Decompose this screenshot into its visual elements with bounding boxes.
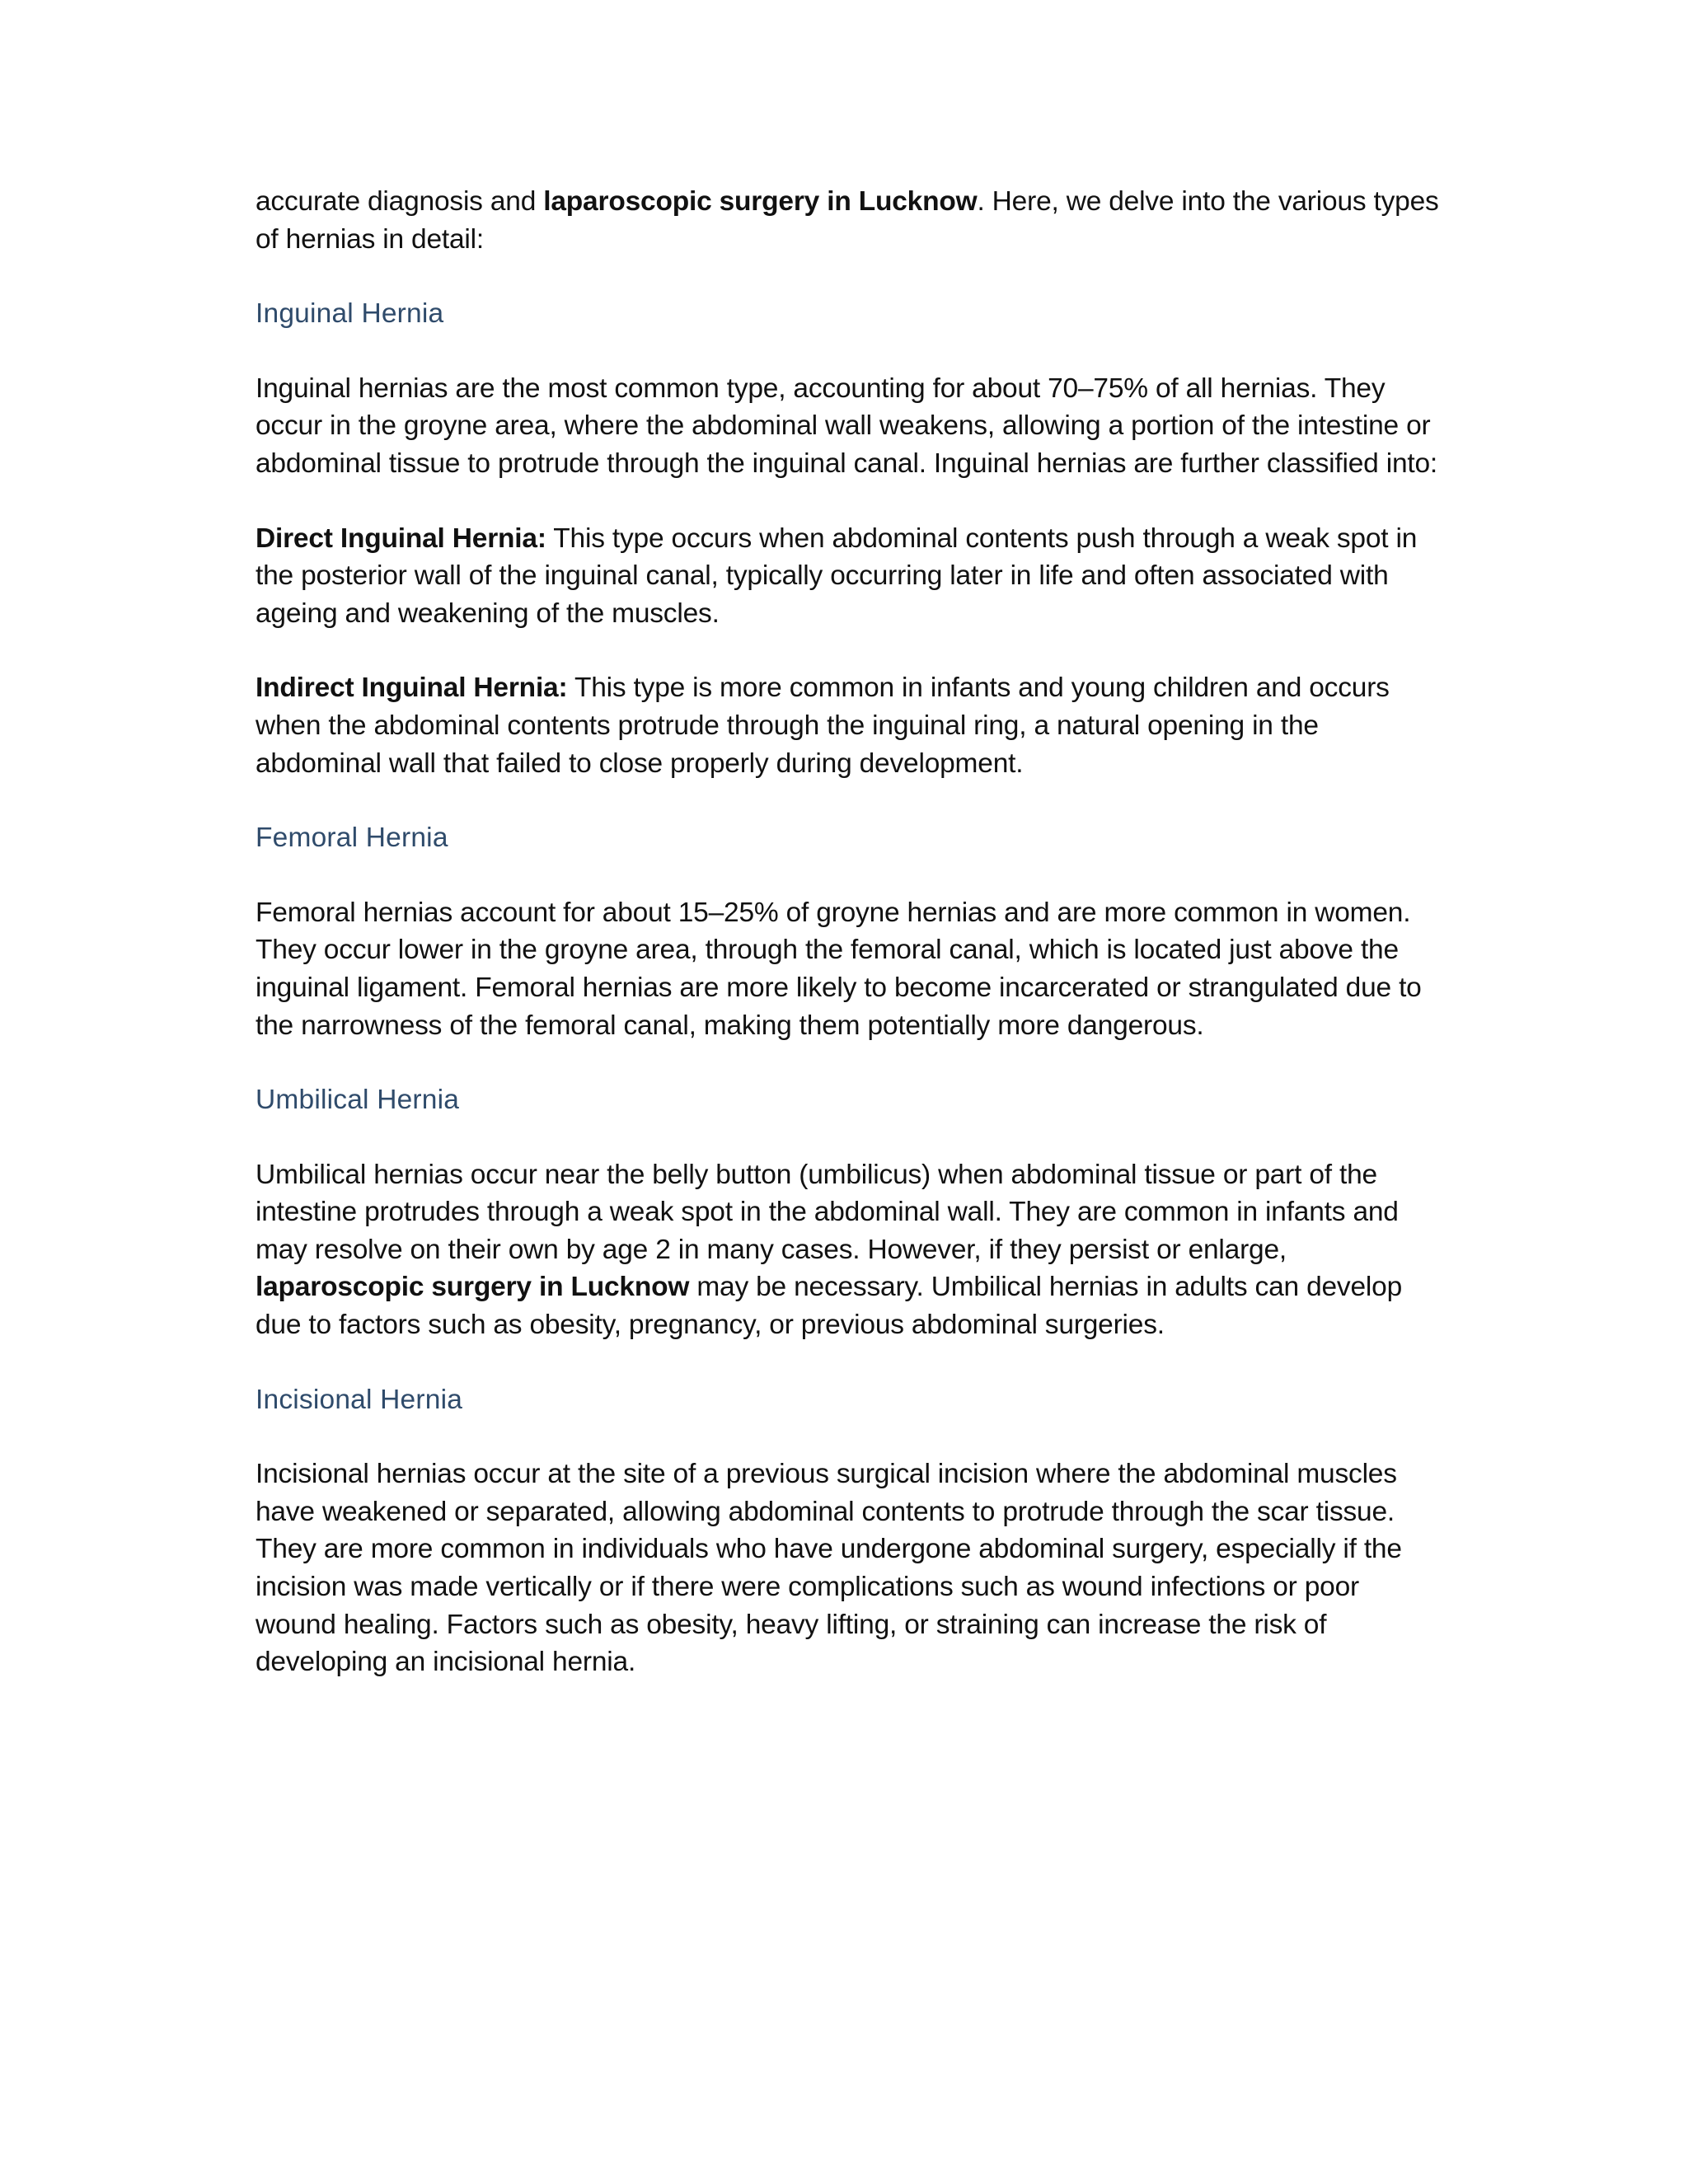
- spacer: [256, 1119, 1442, 1156]
- femoral-paragraph: Femoral hernias account for about 15–25% of groyne hernias and are more common in women. They occur lower in the groyne area, through the femoral canal, which is located just above the inguinal ligament. Femoral hernias are more likely to become incarcerated or strangulated due to the narrowness of the femoral canal, making them potentially more dangerous.: [256, 897, 1422, 1041]
- indirect-inguinal-text: This type is more common in infants and young children and occurs when the abdominal contents protrude through the inguinal ring, a natural opening in the abdominal wall that failed to close properly during development.: [256, 673, 1390, 779]
- direct-inguinal-text: This type occurs when abdominal contents push through a weak spot in the posterior wall of the inguinal canal, typically occurring later in life and often associated with ageing and weakening of the muscles.: [256, 523, 1418, 629]
- spacer: [256, 632, 1442, 669]
- spacer: [256, 1418, 1442, 1455]
- inguinal-paragraph: Inguinal hernias are the most common type, accounting for about 70–75% of all hernias. They occur in the groyne area, where the abdominal wall weakens, allowing a portion of the intestine or abdominal tissue to protrude through the inguinal canal. Inguinal hernias are further classified into:: [256, 373, 1438, 479]
- intro-text-start: accurate diagnosis and: [256, 186, 544, 217]
- femoral-heading: Femoral Hernia: [256, 823, 448, 854]
- direct-inguinal-label: Direct Inguinal Hernia:: [256, 523, 546, 554]
- intro-text-end: . Here, we delve into the various types of hernias in detail:: [256, 186, 1439, 255]
- intro-paragraph: [256, 183, 1442, 258]
- umbilical-text-end: may be necessary. Umbilical hernias in adults can develop due to factors such as obesity, pregnancy, or previous abdominal surgeries.: [256, 1272, 1403, 1341]
- spacer: [256, 483, 1442, 520]
- incisional-paragraph: Incisional hernias occur at the site of a previous surgical incision where the abdominal muscles have weakened or separated, allowing abdominal contents to protrude through the scar tissue. They are more common in individuals who have undergone abdominal surgery, especially if the incision was made vertically or if there were complications such as wound infections or poor wound healing. Factors such as obesity, heavy lifting, or straining can increase the risk of developing an incisional hernia.: [256, 1459, 1402, 1678]
- document-content: [256, 183, 1442, 1681]
- spacer: [256, 258, 1442, 295]
- incisional-heading: Incisional Hernia: [256, 1384, 463, 1415]
- spacer: [256, 333, 1442, 370]
- indirect-inguinal-label: Indirect Inguinal Hernia:: [256, 673, 568, 704]
- spacer: [256, 782, 1442, 819]
- umbilical-text-start: Umbilical hernias occur near the belly button (umbilicus) when abdominal tissue or part of the intestine protrudes through a weak spot in the abdominal wall. They are common in infants and may resolve on their own by age 2 in many cases. However, if they persist or enlarge,: [256, 1159, 1399, 1265]
- spacer: [256, 1044, 1442, 1081]
- inguinal-heading: Inguinal Hernia: [256, 298, 444, 330]
- direct-inguinal-paragraph: [256, 520, 1442, 633]
- umbilical-heading: Umbilical Hernia: [256, 1085, 460, 1116]
- spacer: [256, 1344, 1442, 1381]
- spacer: [256, 857, 1442, 894]
- intro-bold-keyword: laparoscopic surgery in Lucknow: [543, 186, 978, 217]
- umbilical-paragraph: [256, 1156, 1442, 1344]
- indirect-inguinal-paragraph: [256, 669, 1442, 782]
- umbilical-bold-keyword: laparoscopic surgery in Lucknow: [256, 1272, 690, 1303]
